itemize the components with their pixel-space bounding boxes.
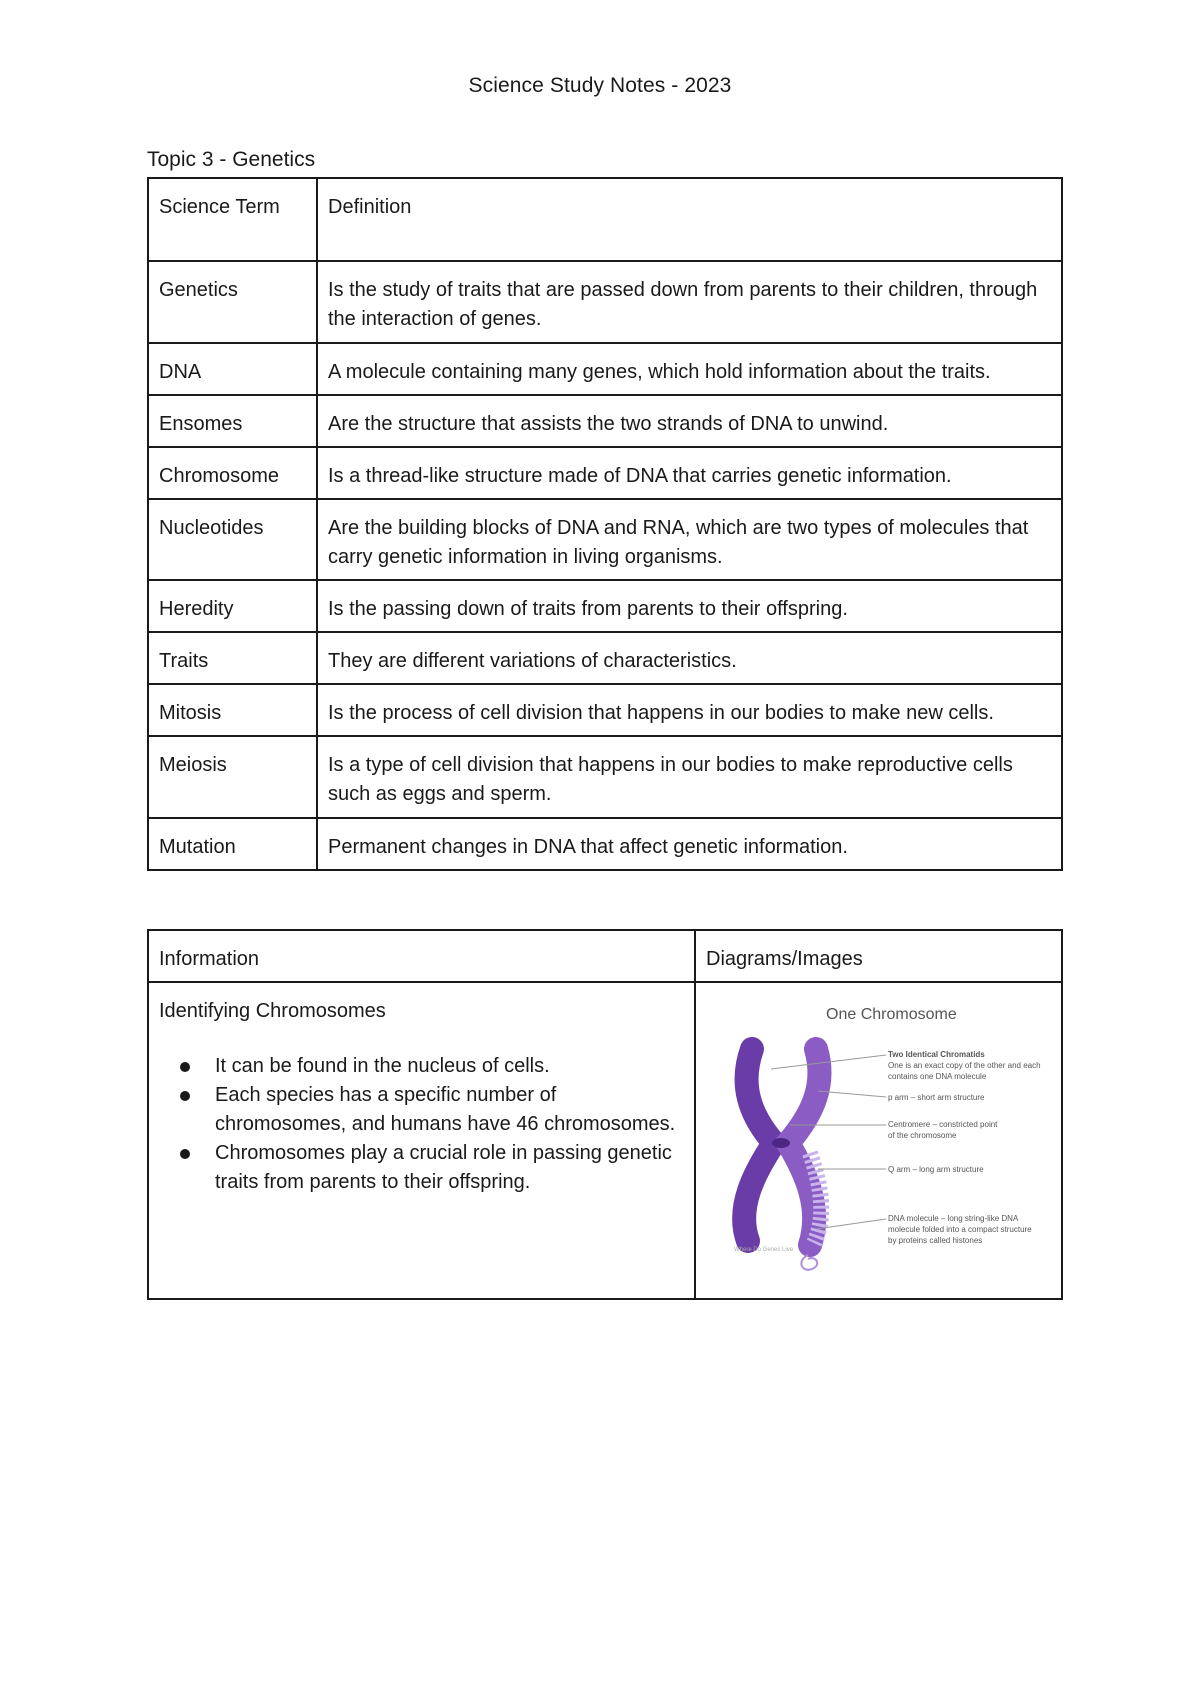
definition-cell: They are different variations of characteristics. <box>317 632 1062 684</box>
table-row <box>148 736 1062 818</box>
term-cell: Meiosis <box>148 736 317 818</box>
table-row <box>148 447 1062 499</box>
table-row <box>148 343 1062 395</box>
information-column-header: Information <box>148 930 695 982</box>
term-cell: Traits <box>148 632 317 684</box>
definition-cell: A molecule containing many genes, which hold information about the traits. <box>317 343 1062 395</box>
diagram-credit: Where Do Genes Live <box>734 1247 794 1253</box>
table-row <box>148 818 1062 870</box>
bullet-icon <box>180 1091 190 1101</box>
section-title: Identifying Chromosomes <box>159 1000 386 1022</box>
definition-cell: Is a thread-like structure made of DNA that carries genetic information. <box>317 447 1062 499</box>
dna-desc-2: by proteins called histones <box>888 1236 983 1245</box>
terms-table <box>147 177 1063 871</box>
terms-header-row <box>148 178 1062 261</box>
facts-list <box>159 1052 684 1197</box>
definition-cell: Is a type of cell division that happens in our bodies to make reproductive cells such as eggs and sperm. <box>317 736 1062 818</box>
term-column-header: Science Term <box>148 178 317 261</box>
term-cell: DNA <box>148 343 317 395</box>
chromatids-desc-2: contains one DNA molecule <box>888 1072 987 1081</box>
document-header: Science Study Notes - 2023 <box>468 74 732 97</box>
definition-cell: Permanent changes in DNA that affect genetic information. <box>317 818 1062 870</box>
list-item-text: It can be found in the nucleus of cells. <box>215 1055 550 1077</box>
centromere-label: Centromere – constricted point <box>888 1120 998 1129</box>
diagram-title: One Chromosome <box>826 1006 957 1023</box>
definition-cell: Is the study of traits that are passed down from parents to their children, through the interaction of genes. <box>317 261 1062 343</box>
q-arm-label: Q arm – long arm structure <box>888 1165 984 1174</box>
definition-cell: Are the building blocks of DNA and RNA, which are two types of molecules that carry genetic information in living organisms. <box>317 499 1062 580</box>
dna-label: DNA molecule – long string-like DNA <box>888 1214 1019 1223</box>
list-item-text: Each species has a specific number of chromosomes, and humans have 46 chromosomes. <box>215 1084 676 1135</box>
list-item <box>215 1052 684 1081</box>
list-item <box>215 1139 684 1197</box>
centromere-desc: of the chromosome <box>888 1131 957 1140</box>
p-arm-label: p arm – short arm structure <box>888 1093 985 1102</box>
term-cell: Mutation <box>148 818 317 870</box>
info-table <box>147 929 1063 1300</box>
term-cell: Nucleotides <box>148 499 317 580</box>
definition-cell: Is the process of cell division that happens in our bodies to make new cells. <box>317 684 1062 736</box>
list-item <box>215 1081 684 1139</box>
definition-column-header: Definition <box>317 178 1062 261</box>
table-row <box>148 632 1062 684</box>
term-cell: Genetics <box>148 261 317 343</box>
table-row <box>148 684 1062 736</box>
bullet-icon <box>180 1062 190 1072</box>
chromatids-desc-1: One is an exact copy of the other and each <box>888 1061 1041 1070</box>
topic-heading: Topic 3 - Genetics <box>147 148 316 171</box>
table-row <box>148 395 1062 447</box>
term-cell: Mitosis <box>148 684 317 736</box>
chromosome-diagram <box>696 993 1060 1283</box>
info-content-row <box>148 982 1062 1299</box>
list-item-text: Chromosomes play a crucial role in passing genetic traits from parents to their offspring. <box>215 1142 672 1193</box>
diagrams-column-header: Diagrams/Images <box>695 930 1062 982</box>
definition-cell: Are the structure that assists the two strands of DNA to unwind. <box>317 395 1062 447</box>
dna-desc-1: molecule folded into a compact structure <box>888 1225 1032 1234</box>
definition-cell: Is the passing down of traits from parents to their offspring. <box>317 580 1062 632</box>
table-row <box>148 499 1062 580</box>
chromatids-label: Two Identical Chromatids <box>888 1050 985 1059</box>
table-row <box>148 580 1062 632</box>
term-cell: Ensomes <box>148 395 317 447</box>
info-header-row <box>148 930 1062 982</box>
information-cell <box>148 982 695 1299</box>
term-cell: Chromosome <box>148 447 317 499</box>
table-row <box>148 261 1062 343</box>
bullet-icon <box>180 1149 190 1159</box>
diagram-cell <box>695 982 1062 1299</box>
term-cell: Heredity <box>148 580 317 632</box>
chromosome-shape <box>744 1049 821 1270</box>
